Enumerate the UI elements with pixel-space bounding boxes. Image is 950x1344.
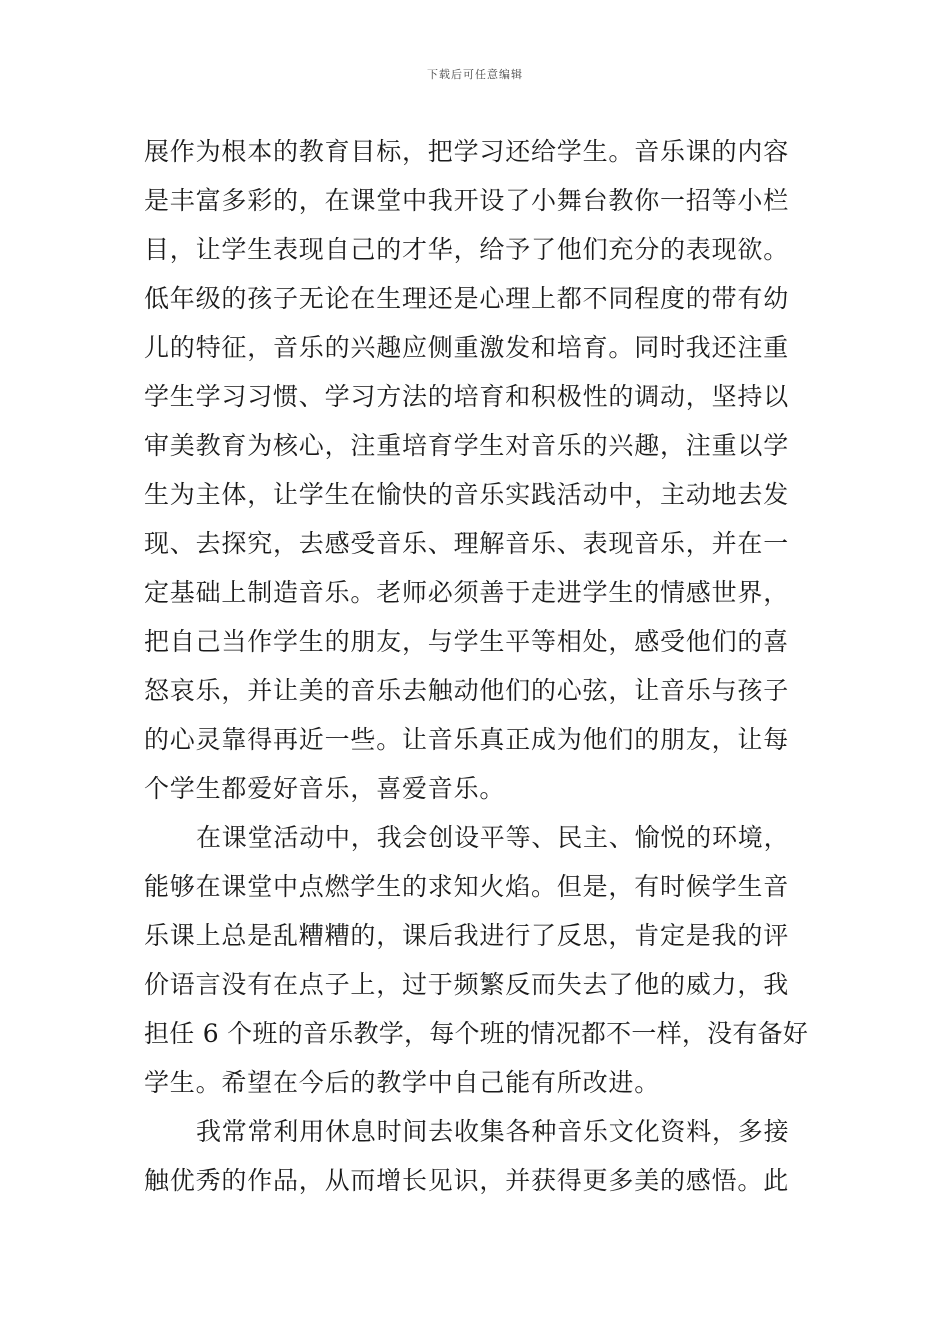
text-line: 乐课上总是乱糟糟的，课后我进行了反思，肯定是我的评 <box>144 921 790 950</box>
text-line: 目，让学生表现自己的才华，给予了他们充分的表现欲。 <box>144 235 790 264</box>
text-line: 儿的特征，音乐的兴趣应侧重激发和培育。同时我还注重 <box>144 333 790 362</box>
text-line: 在课堂活动中，我会创设平等、民主、愉悦的环境， <box>196 823 790 852</box>
page-header: 下载后可任意编辑 <box>427 68 523 81</box>
text-line: 是丰富多彩的，在课堂中我开设了小舞台教你一招等小栏 <box>144 186 790 215</box>
body-text <box>144 127 808 1205</box>
text-line: 学生。希望在今后的教学中自己能有所改进。 <box>144 1068 661 1097</box>
text-line: 的心灵靠得再近一些。让音乐真正成为他们的朋友，让每 <box>144 725 790 754</box>
text-line: 个学生都爱好音乐，喜爱音乐。 <box>144 774 506 803</box>
text-line: 怒哀乐，并让美的音乐去触动他们的心弦，让音乐与孩子 <box>144 676 790 705</box>
text-line: 现、去探究，去感受音乐、理解音乐、表现音乐，并在一 <box>144 529 790 558</box>
text-line: 低年级的孩子无论在生理还是心理上都不同程度的带有幼 <box>144 284 790 313</box>
text-line: 展作为根本的教育目标，把学习还给学生。音乐课的内容 <box>144 137 790 166</box>
text-line: 我常常利用休息时间去收集各种音乐文化资料，多接 <box>196 1117 790 1146</box>
text-line: 定基础上制造音乐。老师必须善于走进学生的情感世界， <box>144 578 790 607</box>
text-line: 生为主体，让学生在愉快的音乐实践活动中，主动地去发 <box>144 480 790 509</box>
text-line: 把自己当作学生的朋友，与学生平等相处，感受他们的喜 <box>144 627 790 656</box>
text-line: 学生学习习惯、学习方法的培育和积极性的调动，坚持以 <box>144 382 790 411</box>
text-line: 担任 6 个班的音乐教学，每个班的情况都不一样，没有备好 <box>144 1019 808 1048</box>
text-line: 触优秀的作品，从而增长见识，并获得更多美的感悟。此 <box>144 1166 790 1195</box>
text-line: 审美教育为核心，注重培育学生对音乐的兴趣，注重以学 <box>144 431 790 460</box>
text-line: 能够在课堂中点燃学生的求知火焰。但是，有时候学生音 <box>144 872 790 901</box>
text-line: 价语言没有在点子上，过于频繁反而失去了他的威力，我 <box>144 970 790 999</box>
